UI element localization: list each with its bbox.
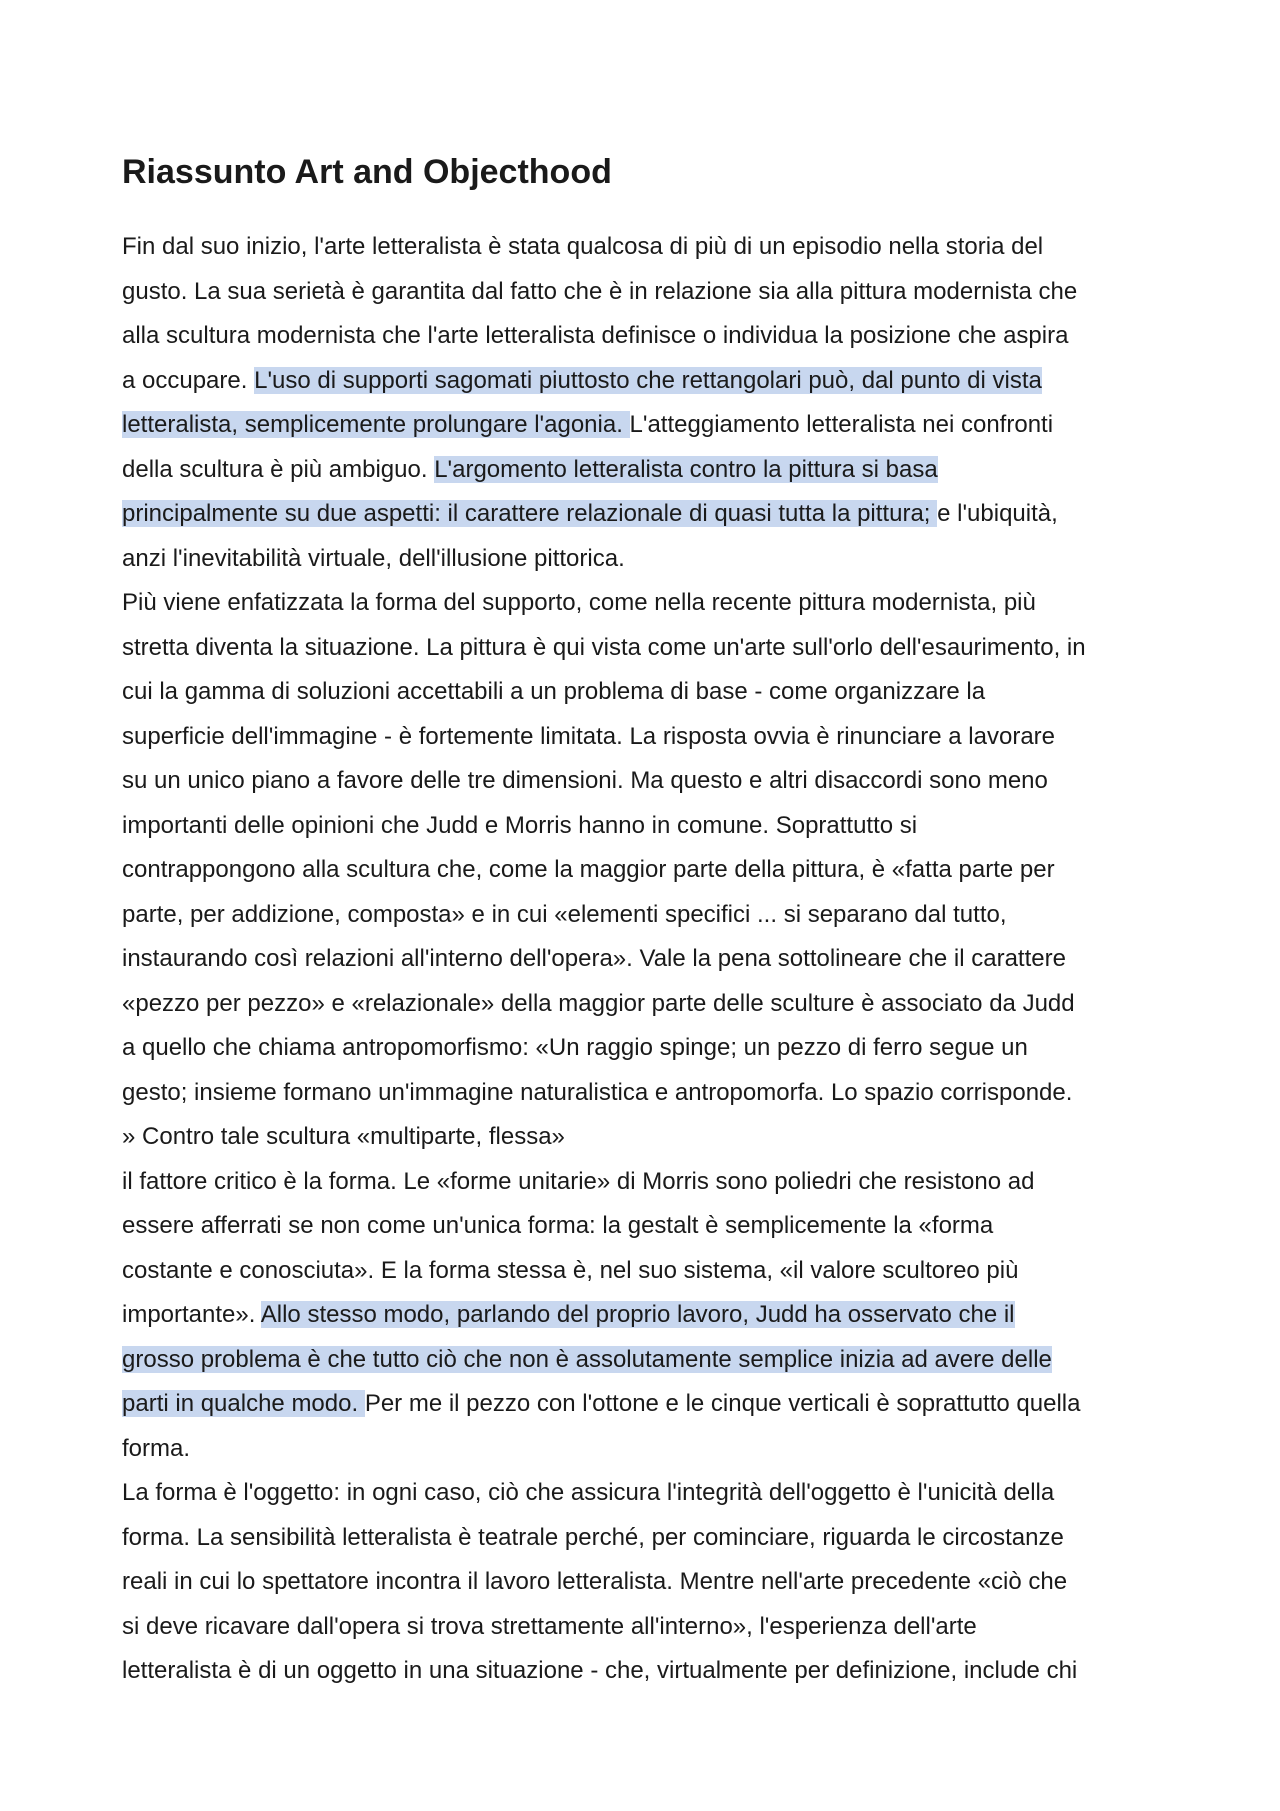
text-segment: il fattore critico è la forma. Le «forme unitarie» di Morris sono poliedri che resistono ad	[122, 1167, 1035, 1195]
text-segment: su un unico piano a favore delle tre dimensioni. Ma questo e altri disaccordi sono meno	[122, 767, 1048, 794]
text-segment: essere afferrati se non come un'unica forma: la gestalt è semplicemente la «forma	[122, 1212, 994, 1239]
text-segment: della scultura è più ambiguo.	[122, 455, 435, 483]
text-segment: gusto. La sua serietà è garantita dal fatto che è in relazione sia alla pittura modernista che	[122, 277, 1078, 305]
text-segment: letteralista è di un oggetto in una situazione - che, virtualmente per definizione, include chi	[122, 1657, 1078, 1684]
text-line	[122, 893, 1182, 938]
text-line	[122, 537, 1182, 582]
text-line	[122, 359, 1182, 404]
text-segment: superficie dell'immagine - è fortemente limitata. La risposta ovvia è rinunciare a lavorare	[122, 722, 1056, 750]
text-line	[122, 1071, 1182, 1116]
text-segment: forma.	[122, 1434, 191, 1462]
highlighted-text: L'argomento letteralista contro la pittura si basa	[434, 455, 938, 483]
text-segment: Per me il pezzo con l'ottone e le cinque verticali è soprattutto quella	[364, 1390, 1081, 1417]
text-segment: a quello che chiama antropomorfismo: «Un raggio spinge; un pezzo di ferro segue un	[122, 1034, 1028, 1061]
text-segment: instaurando così relazioni all'interno dell'opera». Vale la pena sottolineare che il carattere	[122, 945, 1066, 972]
text-line	[122, 937, 1182, 982]
text-line	[122, 715, 1182, 760]
text-line	[122, 1605, 1182, 1650]
highlighted-text: principalmente su due aspetti: il carattere relazionale di quasi tutta la pittura;	[122, 500, 938, 527]
text-segment: e l'ubiquità,	[937, 500, 1058, 527]
text-line	[122, 1382, 1182, 1427]
text-line	[122, 1338, 1182, 1383]
text-segment: anzi l'inevitabilità virtuale, dell'illusione pittorica.	[122, 544, 625, 572]
text-line	[122, 314, 1182, 359]
text-segment: Fin dal suo inizio, l'arte letteralista è stata qualcosa di più di un episodio nella storia del	[122, 233, 1044, 260]
text-line	[122, 1160, 1182, 1205]
text-segment: L'atteggiamento letteralista nei confronti	[629, 411, 1054, 438]
highlighted-text: Allo stesso modo, parlando del proprio lavoro, Judd ha osservato che il	[260, 1301, 1015, 1328]
highlighted-text: L'uso di supporti sagomati piuttosto che rettangolari può, dal punto di vista	[254, 366, 1042, 394]
highlighted-text: parti in qualche modo.	[122, 1390, 365, 1417]
text-line	[122, 1516, 1182, 1561]
text-line	[122, 1026, 1182, 1071]
text-segment: costante e conosciuta». E la forma stessa è, nel suo sistema, «il valore scultoreo più	[122, 1256, 1019, 1284]
text-line	[122, 448, 1182, 493]
text-line	[122, 626, 1182, 671]
text-line	[122, 759, 1182, 804]
text-line	[122, 270, 1182, 315]
text-segment: gesto; insieme formano un'immagine naturalistica e antropomorfa. Lo spazio corrisponde.	[122, 1078, 1073, 1106]
text-line	[122, 403, 1182, 448]
text-segment: stretta diventa la situazione. La pittura è qui vista come un'arte sull'orlo dell'esaurimento, in	[122, 633, 1086, 661]
text-line	[122, 1427, 1182, 1472]
highlighted-text: grosso problema è che tutto ciò che non è assolutamente semplice inizia ad avere delle	[122, 1345, 1052, 1373]
text-line	[122, 848, 1182, 893]
text-segment: Più viene enfatizzata la forma del supporto, come nella recente pittura modernista, più	[122, 589, 1036, 616]
text-line	[122, 492, 1182, 537]
text-segment: cui la gamma di soluzioni accettabili a un problema di base - come organizzare la	[122, 678, 986, 705]
text-segment: reali in cui lo spettatore incontra il lavoro letteralista. Mentre nell'arte precedente «ciò che	[122, 1568, 1068, 1595]
text-line	[122, 982, 1182, 1027]
document-body	[122, 225, 1182, 1694]
text-segment: importanti delle opinioni che Judd e Morris hanno in comune. Soprattutto si	[122, 811, 918, 839]
document-title: Riassunto Art and Objecthood	[122, 153, 612, 191]
text-line	[122, 1249, 1182, 1294]
text-segment: forma. La sensibilità letteralista è teatrale perché, per cominciare, riguarda le circostanze	[122, 1523, 1064, 1551]
text-line	[122, 1560, 1182, 1605]
text-line	[122, 225, 1182, 270]
text-line	[122, 1649, 1182, 1694]
text-line	[122, 804, 1182, 849]
text-line	[122, 581, 1182, 626]
text-segment: importante».	[122, 1301, 261, 1328]
text-segment: parte, per addizione, composta» e in cui «elementi specifici ... si separano dal tutto,	[122, 900, 1007, 928]
highlighted-text: letteralista, semplicemente prolungare l'agonia.	[122, 411, 630, 438]
text-line	[122, 1293, 1182, 1338]
text-segment: a occupare.	[122, 366, 255, 394]
text-line	[122, 1471, 1182, 1516]
text-segment: si deve ricavare dall'opera si trova strettamente all'interno», l'esperienza dell'arte	[122, 1612, 977, 1640]
text-segment: alla scultura modernista che l'arte letteralista definisce o individua la posizione che aspira	[122, 322, 1069, 349]
text-segment: «pezzo per pezzo» e «relazionale» della maggior parte delle sculture è associato da Judd	[122, 989, 1075, 1017]
text-line	[122, 1115, 1182, 1160]
text-line	[122, 1204, 1182, 1249]
text-segment: contrappongono alla scultura che, come la maggior parte della pittura, è «fatta parte per	[122, 856, 1055, 883]
text-segment: La forma è l'oggetto: in ogni caso, ciò che assicura l'integrità dell'oggetto è l'unicità della	[122, 1479, 1055, 1506]
text-segment: » Contro tale scultura «multiparte, flessa»	[122, 1123, 565, 1150]
text-line	[122, 670, 1182, 715]
